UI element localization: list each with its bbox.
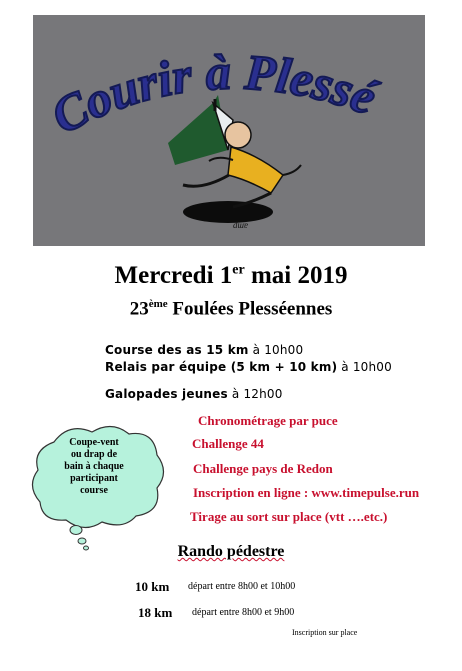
event-date: Mercredi 1er mai 2019 [114, 262, 348, 289]
registration-note: Inscription sur place [292, 628, 358, 637]
cloud-line: bain à chaque [64, 461, 124, 472]
artist-mark: ԁɯɐ [233, 220, 248, 230]
rando-distance: 18 km [138, 605, 173, 620]
banner-art [33, 15, 425, 246]
flag-icon [168, 95, 233, 165]
event-edition: 23ème Foulées Plesséennes [129, 298, 333, 320]
race-item: Relais par équipe (5 km + 10 km) à 10h00 [105, 360, 392, 374]
header-banner [33, 15, 425, 246]
feature-item: Challenge pays de Redon [193, 461, 333, 476]
race-item: Galopades jeunes à 12h00 [105, 387, 283, 401]
feature-item: Chronométrage par puce [198, 413, 338, 428]
banner-title: Courir à Plessé [42, 43, 384, 145]
cloud-line: Coupe-vent [69, 437, 119, 448]
race-item: Course des as 15 km à 10h00 [105, 343, 304, 357]
feature-item: Inscription en ligne : www.timepulse.run [193, 485, 420, 500]
rando-title: Rando pédestre [177, 543, 285, 560]
cloud-text [44, 437, 144, 497]
rando-departure: départ entre 8h00 et 9h00 [192, 607, 295, 618]
feature-item: Tirage au sort sur place (vtt ….etc.) [190, 509, 388, 524]
cloud-line: ou drap de [70, 449, 118, 460]
feature-item: Challenge 44 [192, 436, 264, 451]
rando-distance: 10 km [135, 579, 170, 594]
rando-departure: départ entre 8h00 et 10h00 [188, 581, 296, 592]
cloud-line: course [80, 485, 108, 496]
cloud-line: participant [70, 473, 118, 484]
